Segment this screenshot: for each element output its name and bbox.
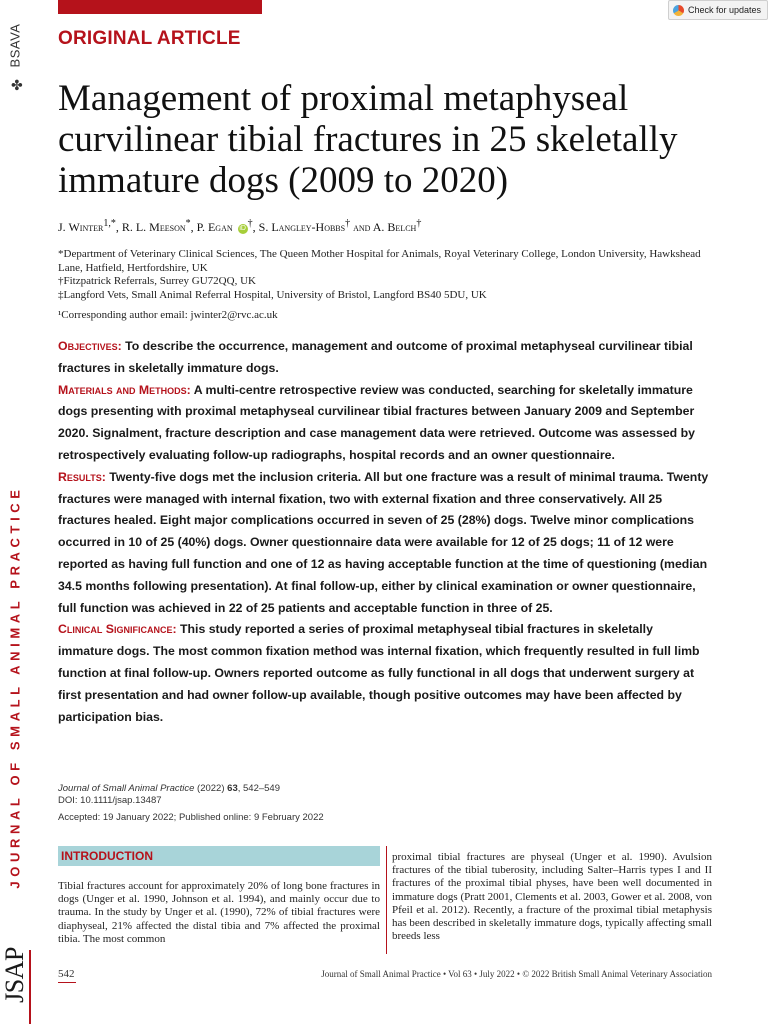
citation-block (58, 783, 324, 824)
footer-text: Journal of Small Animal Practice • Vol 63 • July 2022 • © 2022 British Small Animal Veterinary Association (321, 969, 712, 979)
paw-icon: ✤ (11, 79, 23, 94)
header-accent-bar (58, 0, 262, 14)
abstract-text: This study reported a series of proximal metaphyseal tibial fractures in skeletally immature dogs. The most common fixation method was internal fixation, which frequently resulted in full limb function at final follow-up. Owners reported outcome as fully functional in all dogs that underwent surgery at first presentation and had owner follow-up available, though positive outcomes may have been affected by participation bias. (58, 622, 700, 724)
intro-left-column: Tibial fractures account for approximately 20% of long bone fractures in dogs (Unger et al. 1990, Johnson et al. 1994), and mainly occur due to trauma. In the study by Unger et al. (1990), 72% of tibial fractures were diaphyseal, 21% affected the distal tibia and 7% affected the proximal tibia. The most common (58, 880, 380, 945)
author-name: R. L. Meeson (121, 220, 186, 234)
intro-heading: INTRODUCTION (58, 846, 380, 866)
abstract-label: Materials and Methods: (58, 382, 191, 397)
journal-abbrev: JSAP (0, 947, 29, 1003)
abstract-label: Objectives: (58, 339, 122, 353)
author-name: S. Langley-Hobbs (258, 220, 346, 234)
orcid-icon[interactable]: iD (239, 225, 246, 232)
author-marks: † (247, 218, 253, 229)
citation-dates: Accepted: 19 January 2022; Published online: 9 February 2022 (58, 812, 324, 823)
citation-journal: Journal of Small Animal Practice (58, 783, 195, 794)
author-marks: † (416, 218, 422, 229)
abstract-text: Twenty-five dogs met the inclusion criteria. All but one fracture was a result of minimal trauma. Twenty fractures were managed with internal fixation, two with external fixation and three conservatively. All 25 fractures healed. Eight major complications occurred in seven of 25 (28%) dogs. Twelve minor complications occurred in 10 of 25 (40%) dogs. Owner questionnaire data were available for 12 of 25 dogs; 11 of 12 were reported as having full function and one of 12 as having acceptable function at the time of questioning (median 34.5 months following presentation). At final follow-up, either by clinical examination or owner questionnaire, full function was achieved in 22 of 25 patients and acceptable function in three of 25. (58, 469, 709, 615)
abstract-methods (58, 380, 710, 467)
citation-line (58, 783, 324, 795)
intro-right-column: proximal tibial fractures are physeal (Unger et al. 1990). Avulsion fractures of the tibial tuberosity, including Salter–Harris types I and II fractures of the proximal tibial physes, have been well documented in immature dogs (Pratt 2001, Clements et al. 2003, Gower et al. 2008, von Pfeil et al. 2012). Recently, a fracture of the proximal tibial metaphysis has been described in skeletally immature dogs, typically affecting small breeds less (392, 851, 712, 943)
affiliation: ‡Langford Vets, Small Animal Referral Hospital, University of Bristol, Langford BS40 5DU, UK (58, 288, 487, 301)
affiliation: *Department of Veterinary Clinical Sciences, The Queen Mother Hospital for Animals, Royal Veterinary College, London University, Hawkshead Lane, Hatfield, Hertfordshire, UK (58, 248, 701, 274)
publisher-logo-text: BSAVA (7, 23, 23, 68)
abstract-significance (58, 619, 710, 728)
author-name: P. Egan (196, 220, 233, 234)
abstract-label: Results: (58, 469, 106, 484)
author-and: and (350, 220, 373, 234)
affiliations (58, 248, 718, 302)
sidebar-accent-line (29, 950, 31, 1024)
article-title: Management of proximal metaphyseal curvilinear tibial fractures in 25 skeletally immature dogs (2009 to 2020) (58, 78, 678, 201)
author-list (58, 218, 421, 235)
author-marks: * (185, 218, 191, 229)
column-divider (386, 846, 387, 954)
citation-volume: 63 (227, 783, 238, 794)
abstract-text: To describe the occurrence, management and outcome of proximal metaphyseal curvilinear tibial fractures in skeletally immature dogs. (58, 339, 693, 375)
check-for-updates-button[interactable] (668, 0, 768, 20)
citation-pages: , 542–549 (237, 783, 280, 794)
publisher-logo (4, 4, 28, 100)
journal-abbrev-block (0, 935, 30, 1015)
affiliation: †Fitzpatrick Referrals, Surrey GU72QQ, UK (58, 275, 256, 287)
journal-sidebar (0, 430, 30, 945)
author-separator: , (190, 220, 197, 234)
journal-name-vertical: JOURNAL OF SMALL ANIMAL PRACTICE (7, 485, 23, 889)
author-name: J. Winter (58, 220, 104, 234)
author-separator: , (252, 220, 259, 234)
author-separator: , (115, 220, 122, 234)
author-marks: † (345, 218, 351, 229)
author-name: A. Belch (372, 220, 417, 234)
citation-year: (2022) (194, 783, 228, 794)
abstract-label: Clinical Significance: (58, 622, 177, 637)
abstract-text: A multi-centre retrospective review was conducted, searching for skeletally immature dogs presenting with proximal metaphyseal curvilinear tibial fractures between January 2009 and September 2020. Signalment, fracture description and case management data were retrieved. Outcome was assessed by retrospectively evaluating follow-up radiographs, hospital records and an owner questionnaire. (58, 382, 695, 462)
abstract-results (58, 467, 710, 620)
page-number-underline (58, 982, 76, 983)
abstract-objectives (58, 336, 710, 380)
page-footer (58, 968, 712, 984)
check-for-updates-label: Check for updates (688, 5, 762, 15)
author-marks: 1,* (103, 218, 116, 229)
corresponding-author: ¹Corresponding author email: jwinter2@rvc.ac.uk (58, 309, 278, 321)
crossmark-icon (673, 5, 684, 16)
section-tag: ORIGINAL ARTICLE (58, 28, 241, 49)
page-number: 542 (58, 968, 75, 980)
abstract (58, 336, 710, 728)
citation-doi[interactable]: DOI: 10.1111/jsap.13487 (58, 795, 162, 806)
